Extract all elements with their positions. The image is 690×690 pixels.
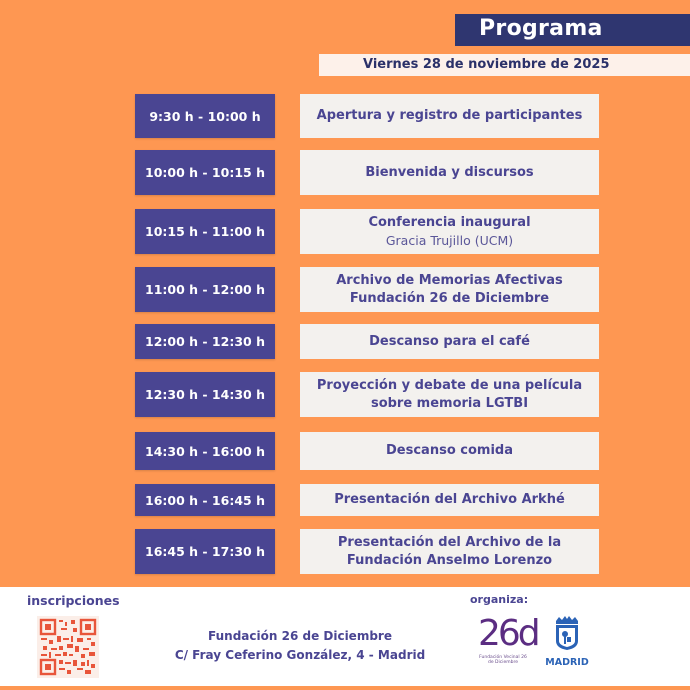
event-box <box>300 324 599 359</box>
page-title: Programa <box>479 16 603 41</box>
event-title: Presentación del Archivo de la <box>337 534 562 550</box>
event-title: Proyección y debate de una película <box>316 377 583 393</box>
time-slot: 11:00 h - 12:00 h <box>135 267 275 312</box>
venue-info <box>160 627 440 665</box>
event-title-line2: Fundación 26 de Diciembre <box>349 290 550 306</box>
event-title-line2: sobre memoria LGTBI <box>370 395 529 411</box>
date-banner <box>319 54 690 76</box>
event-title: Archivo de Memorias Afectivas <box>336 272 563 288</box>
registration-label: inscripciones <box>27 593 120 608</box>
time-slot: 16:45 h - 17:30 h <box>135 529 275 574</box>
event-title: Apertura y registro de participantes <box>316 108 583 123</box>
logo-26d-text: 26d <box>478 613 538 654</box>
fundacion-26d-logo <box>478 613 538 677</box>
time-slot: 14:30 h - 16:00 h <box>135 432 275 470</box>
time-slot: 16:00 h - 16:45 h <box>135 484 275 516</box>
event-box <box>300 529 599 574</box>
logo-26d-caption: Fundación Vecinal 26 de Diciembre <box>479 655 527 665</box>
time-slot: 9:30 h - 10:00 h <box>135 94 275 138</box>
event-speaker: Gracia Trujillo (UCM) <box>385 232 514 248</box>
event-box <box>300 432 599 470</box>
event-title: Descanso comida <box>386 443 513 458</box>
time-slot: 12:00 h - 12:30 h <box>135 324 275 359</box>
qr-code-icon[interactable] <box>37 616 99 678</box>
event-box <box>300 94 599 138</box>
organizer-label: organiza: <box>470 593 529 606</box>
event-title: Bienvenida y discursos <box>365 164 534 180</box>
venue-address: C/ Fray Ceferino González, 4 - Madrid <box>174 648 426 662</box>
program-title-banner <box>455 14 690 46</box>
madrid-logo <box>542 615 592 677</box>
event-title: Presentación del Archivo Arkhé <box>334 492 565 507</box>
footer <box>0 587 690 690</box>
event-date: Viernes 28 de noviembre de 2025 <box>363 57 610 72</box>
event-box <box>300 209 599 254</box>
event-title: Conferencia inaugural <box>368 214 531 230</box>
madrid-coat-of-arms-icon <box>554 615 580 651</box>
event-title: Descanso para el café <box>369 333 530 349</box>
time-slot: 10:00 h - 10:15 h <box>135 150 275 195</box>
event-box <box>300 267 599 312</box>
logo-madrid-text: MADRID <box>545 657 589 668</box>
time-slot: 10:15 h - 11:00 h <box>135 209 275 254</box>
event-box <box>300 372 599 417</box>
event-box <box>300 484 599 516</box>
time-slot: 12:30 h - 14:30 h <box>135 372 275 417</box>
venue-name: Fundación 26 de Diciembre <box>208 629 392 643</box>
event-box <box>300 150 599 195</box>
event-title-line2: Fundación Anselmo Lorenzo <box>346 552 553 568</box>
